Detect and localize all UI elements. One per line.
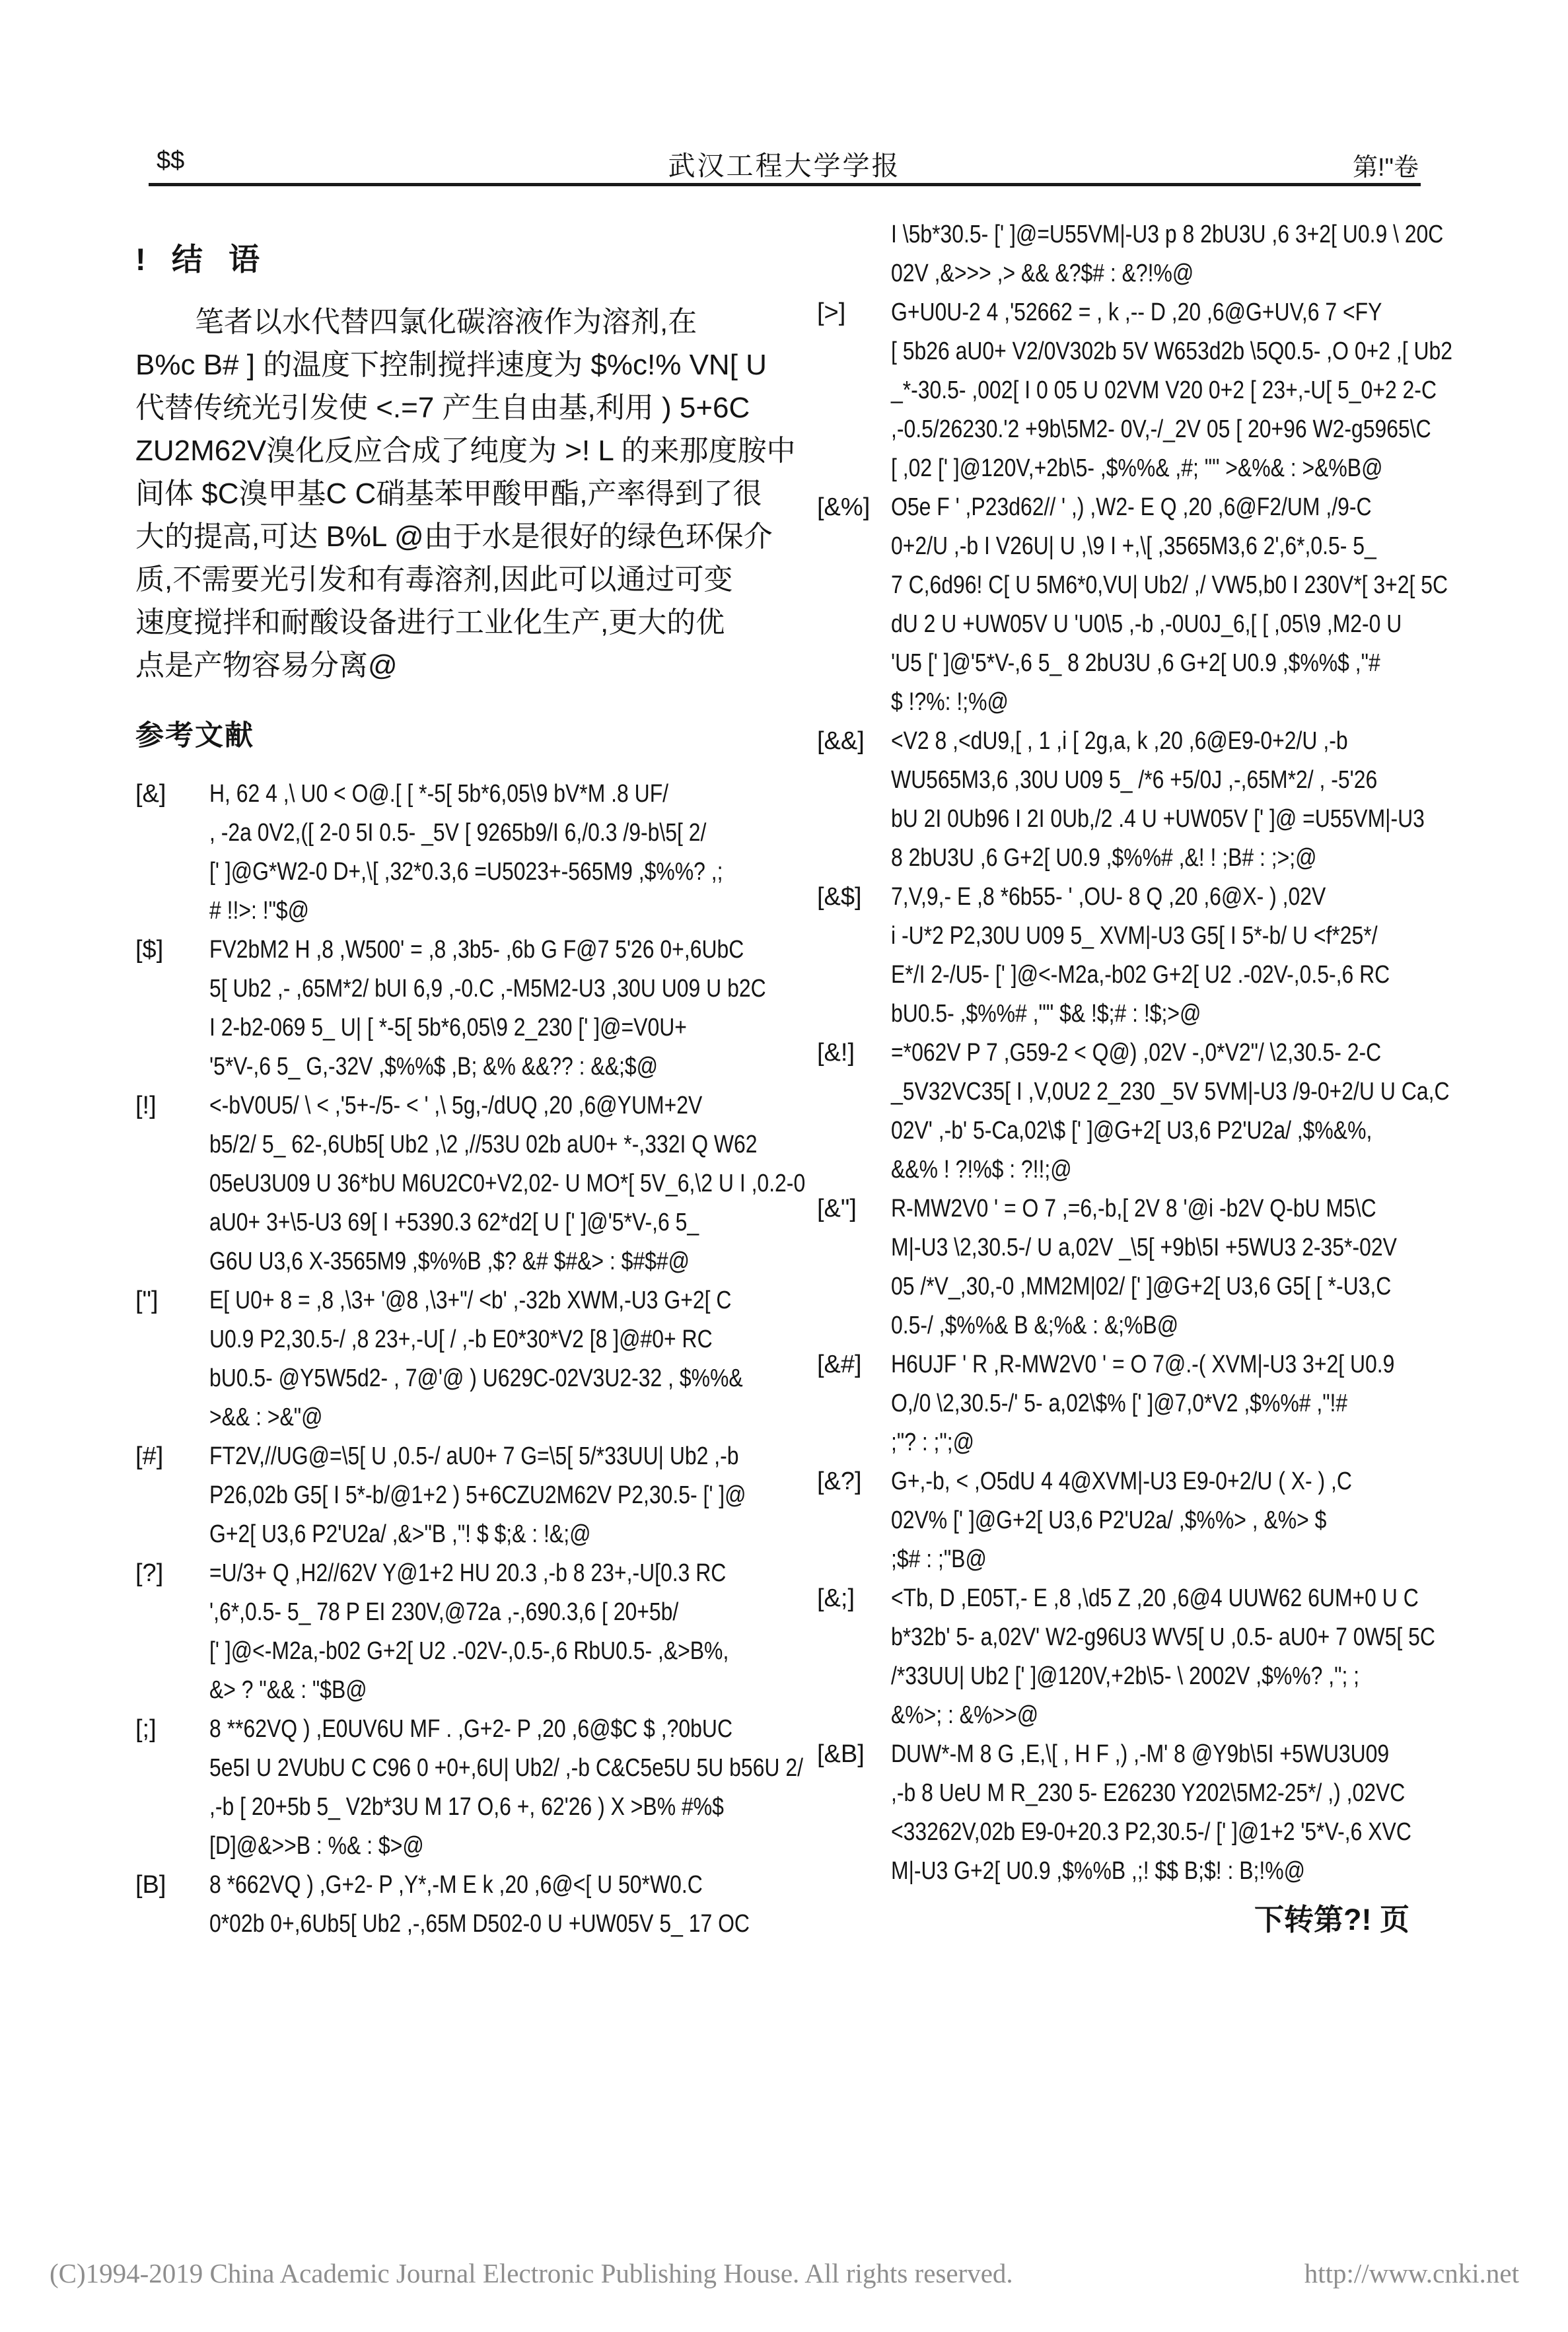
reference-line: 8 2bU3U ,6 G+2[ U0.9 ,$%%# ,&! ! ;B# : ;>;@ [891,844,1317,872]
reference-label: [&$] [817,883,862,911]
reference-label: [&B] [817,1740,865,1768]
conclusion-line: 笔者以水代替四氯化碳溶液作为溶剂,在 [195,306,697,338]
reference-line: WU565M3,6 ,30U U09 5_ /*6 +5/0J ,-,65M*2/ , -5'26 [891,766,1378,794]
references-heading: 参考文献 [135,720,254,752]
reference-label: [&"] [817,1195,857,1222]
reference-line: 7 C,6d96! C[ U 5M6*0,VU| Ub2/ ,/ VW5,b0 I 230V*[ 3+2[ 5C [891,571,1448,599]
reference-line: ,-0.5/26230.'2 +9b\5M2- 0V,-/_2V 05 [ 20+96 W2-g5965\C [891,415,1431,443]
reference-line: <V2 8 ,<dU9,[ , 1 ,i [ 2g,a, k ,20 ,6@E9-0+2/U ,-b [891,727,1348,755]
reference-item [135,1710,803,1866]
reference-line: <33262V,02b E9-0+20.3 P2,30.5-/ [' ]@1+2 '5*V-,6 XVC [891,1818,1411,1846]
reference-line: aU0+ 3+\5-U3 69[ I +5390.3 62*d2[ U [' ]@'5*V-,6 5_ [209,1209,699,1236]
reference-item [817,488,1448,722]
reference-line: '5*V-,6 5_ G,-32V ,$%%$ ,B; &% &&?? : &&;$@ [209,1053,659,1080]
page-number: $$ [157,147,185,174]
reference-line: P26,02b G5[ I 5*-b/@1+2 ) 5+6CZU2M62V P2,30.5- [' ]@ [209,1481,746,1509]
reference-label: [&&] [817,727,865,755]
references-list-right [817,215,1453,1891]
page-header [149,140,1420,181]
reference-line: FV2bM2 H ,8 ,W500' = ,8 ,3b5- ,6b G F@7 5'26 0+,6UbC [209,936,744,964]
reference-item [135,931,766,1086]
reference-line: # !!>: !"$@ [209,897,310,925]
conclusion-line: 质,不需要光引发和有毒溶剂,因此可以通过可变 [135,563,733,596]
reference-line: H, 62 4 ,\ U0 < O@.[ [ *-5[ 5b*6,05\9 bV*M .8 UF/ [209,780,669,808]
reference-line: &%>; : &%>>@ [891,1701,1039,1729]
reference-item [817,1735,1444,1891]
reference-label: [;] [135,1715,157,1743]
conclusion-line: 速度搅拌和耐酸设备进行工业化生产,更大的优 [135,606,725,639]
reference-line: ;$# : ;"B@ [891,1545,987,1573]
reference-line: 'U5 [' ]@'5*V-,6 5_ 8 2bU3U ,6 G+2[ U0.9 ,$%%$ ,"# [891,649,1380,677]
reference-item [817,878,1444,1034]
reference-line: [ 5b26 aU0+ V2/0V302b 5V W653d2b \5Q0.5- ,O 0+2 ,[ Ub2 [891,337,1453,365]
reference-label: [&%] [817,493,871,521]
reference-line: ;"? : ;";@ [891,1429,975,1456]
reference-item [135,1281,763,1437]
reference-line: 8 **62VQ ) ,E0UV6U MF . ,G+2- P ,20 ,6@$C $ ,?0bUC [209,1715,733,1743]
reference-line: <-bV0U5/ \ < ,'5+-/5- < ' ,\ 5g,-/dUQ ,20 ,6@YUM+2V [209,1092,703,1119]
conclusion-line: 间体 $C溴甲基C C硝基苯甲酸甲酯,产率得到了很 [135,477,762,510]
reference-line: i -U*2 P2,30U U09 5_ XVM|-U3 G5[ I 5*-b/ U <f*25*/ [891,922,1378,950]
reference-line: [D]@&>>B : %& : $>@ [209,1832,424,1860]
reference-line: FT2V,//UG@=\5[ U ,0.5-/ aU0+ 7 G=\5[ 5/*33UU| Ub2 ,-b [209,1442,739,1470]
journal-title: 武汉工程大学学报 [668,151,901,181]
reference-line: bU0.5- ,$%%# ,"" $& !$;# : !$;>@ [891,1000,1201,1028]
reference-item [817,215,1444,293]
reference-line: =*062V P 7 ,G59-2 < Q@) ,02V -,0*V2"/ \2,30.5- 2-C [891,1039,1382,1067]
conclusion-heading: ! 结 语 [135,242,260,277]
reference-label: [$] [135,936,164,964]
continued-note: 下转第?! 页 [1254,1903,1409,1936]
reference-label: [>] [817,299,846,326]
reference-line: $ !?%: !;%@ [891,688,1009,716]
page-footer [50,2257,1519,2289]
reference-line: ',6*,0.5- 5_ 78 P EI 230V,@72a ,-,690.3,6 [ 20+5b/ [209,1598,679,1626]
reference-line: 5e5I U 2VUbU C C96 0 +0+,6U| Ub2/ ,-b C&C5e5U 5U b56U 2/ [209,1754,803,1782]
conclusion-line: 点是产物容易分离@ [135,649,398,682]
reference-label: [&?] [817,1467,862,1495]
reference-item [817,722,1444,878]
reference-line: 0.5-/ ,$%%& B &;%& : &;%B@ [891,1312,1179,1339]
reference-line: E*/I 2-/U5- [' ]@<-M2a,-b02 G+2[ U2 .-02V-,0.5-,6 RC [891,961,1390,989]
reference-line: bU0.5- @Y5W5d2- , 7@'@ ) U629C-02V3U2-32 , $%%& [209,1364,743,1392]
reference-label: [B] [135,1871,166,1899]
reference-line: I \5b*30.5- [' ]@=U55VM|-U3 p 8 2bU3U ,6 3+2[ U0.9 \ 20C [891,221,1444,248]
reference-label: [!] [135,1092,157,1119]
conclusion-line: ZU2M62V溴化反应合成了纯度为 >! L 的来那度胺中 [135,435,796,467]
reference-label: ["] [135,1287,159,1314]
footer-url: http://www.cnki.net [1304,2258,1519,2288]
reference-line: b5/2/ 5_ 62-,6Ub5[ Ub2 ,\2 ,//53U 02b aU0+ *-,332I Q W62 [209,1131,758,1158]
reference-line: 0*02b 0+,6Ub5[ Ub2 ,-,65M D502-0 U +UW05V 5_ 17 OC [209,1910,750,1938]
reference-line: /*33UU| Ub2 [' ]@120V,+2b\5- \ 2002V ,$%%? ,"; ; [891,1662,1360,1690]
reference-line: G+,-b, < ,O5dU 4 4@XVM|-U3 E9-0+2/U ( X- ) ,C [891,1467,1352,1495]
reference-line: 02V ,&>>> ,> && &?$# : &?!%@ [891,260,1194,287]
reference-line: dU 2 U +UW05V U 'U0\5 ,-b ,-0U0J_6,[ [ ,05\9 ,M2-0 U [891,610,1402,638]
reference-line: M|-U3 \2,30.5-/ U a,02V _\5[ +9b\5I +5WU3 2-35*-02V [891,1234,1397,1261]
reference-line: G+2[ U3,6 P2'U2a/ ,&>"B ,"! $ $;& : !&;@ [209,1520,591,1548]
reference-label: [?] [135,1559,164,1587]
reference-line: 8 *662VQ ) ,G+2- P ,Y*,-M E k ,20 ,6@<[ U 50*W0.C [209,1871,703,1899]
copyright-text: (C)1994-2019 China Academic Journal Electronic Publishing House. All rights reserved. [50,2258,1013,2288]
reference-line: 02V' ,-b' 5-Ca,02\$ [' ]@G+2[ U3,6 P2'U2a/ ,$%&%, [891,1117,1372,1145]
reference-line: ,-b 8 UeU M R_230 5- E26230 Y202\5M2-25*/ ,) ,02VC [891,1779,1406,1807]
reference-label: [&!] [817,1039,855,1067]
reference-line: O,/0 \2,30.5-/' 5- a,02\$% [' ]@7,0*V2 ,$%%# ,"!# [891,1390,1348,1417]
reference-line: U0.9 P2,30.5-/ ,8 23+,-U[ / ,-b E0*30*V2 [8 ]@#0+ RC [209,1325,713,1353]
reference-line: ,-b [ 20+5b 5_ V2b*3U M 17 O,6 +, 62'26 ) X >B% #%$ [209,1793,724,1821]
reference-line: DUW*-M 8 G ,E,\[ , H F ,) ,-M' 8 @Y9b\5I +5WU3U09 [891,1740,1390,1768]
reference-line: [ ,02 [' ]@120V,+2b\5- ,$%%& ,#; "" >&%& : >&%B@ [891,454,1383,482]
reference-item [817,1034,1450,1189]
reference-line: [' ]@<-M2a,-b02 G+2[ U2 .-02V-,0.5-,6 RbU0.5- ,&>B%, [209,1637,729,1665]
reference-item [817,1579,1444,1735]
reference-line: E[ U0+ 8 = ,8 ,\3+ '@8 ,\3+"/ <b' ,-32b XWM,-U3 G+2[ C [209,1287,732,1314]
reference-label: [&] [135,780,166,808]
reference-line: >&& : >&"@ [209,1403,323,1431]
header-rule [149,183,1421,186]
reference-line: _*-30.5- ,002[ I 0 05 U 02VM V20 0+2 [ 23+,-U[ 5_0+2 2-C [891,376,1437,404]
reference-line: H6UJF ' R ,R-MW2V0 ' = O 7@.-( XVM|-U3 3+2[ U0.9 [891,1351,1395,1378]
reference-line: 05 /*V_,30,-0 ,MM2M|02/ [' ]@G+2[ U3,6 G5[ [ *-U3,C [891,1273,1392,1300]
conclusion-line: B%c B# ] 的温度下控制搅拌速度为 $%c!% VN[ U [135,349,767,381]
conclusion-line: 大的提高,可达 B%L @由于水是很好的绿色环保介 [135,520,773,553]
reference-line: [' ]@G*W2-0 D+,\[ ,32*0.3,6 =U5023+-565M9 ,$%%? ,; [209,858,723,886]
reference-item [817,1189,1444,1345]
reference-item [817,1345,1444,1462]
reference-line: G6U U3,6 X-3565M9 ,$%%B ,$? &# $#&> : $#$#@ [209,1248,690,1275]
reference-line: <Tb, D ,E05T,- E ,8 ,\d5 Z ,20 ,6@4 UUW62 6UM+0 U C [891,1584,1419,1612]
reference-line: =U/3+ Q ,H2//62V Y@1+2 HU 20.3 ,-b 8 23+,-U[0.3 RC [209,1559,727,1587]
reference-line: 0+2/U ,-b I V26U| U ,\9 I +,\[ ,3565M3,6 2',6*,0.5- 5_ [891,532,1376,560]
reference-item [135,1866,763,1944]
reference-item [135,1086,806,1281]
reference-label: [&#] [817,1351,862,1378]
reference-line: b*32b' 5- a,02V' W2-g96U3 WV5[ U ,0.5- aU0+ 7 0W5[ 5C [891,1623,1435,1651]
reference-item [135,775,763,931]
conclusion-paragraph [135,300,796,687]
reference-label: [#] [135,1442,164,1470]
reference-item [817,1462,1444,1579]
reference-line: , -2a 0V2,([ 2-0 5I 0.5- _5V [ 9265b9/I 6,/0.3 /9-b\5[ 2/ [209,819,707,847]
reference-line: 5[ Ub2 ,- ,65M*2/ bUI 6,9 ,-0.C ,-M5M2-U3 ,30U U09 U b2C [209,975,766,1003]
reference-item [135,1437,763,1554]
reference-line: 05eU3U09 U 36*bU M6U2C0+V2,02- U MO*[ 5V_6,\2 U I ,0.2-0 [209,1170,806,1197]
references-list-left [135,775,806,1944]
conclusion-line: 代替传统光引发使 <.=7 产生自由基,利用 ) 5+6C [135,392,750,424]
reference-line: O5e F ' ,P23d62// ' ,) ,W2- E Q ,20 ,6@F2/UM ,/9-C [891,493,1372,521]
reference-line: M|-U3 G+2[ U0.9 ,$%%B ,;! $$ B;$! : B;!%@ [891,1857,1306,1885]
reference-line: &> ? "&& : "$B@ [209,1676,367,1704]
reference-line: 02V% [' ]@G+2[ U3,6 P2'U2a/ ,$%%> , &%> $ [891,1506,1327,1534]
volume-label: 第!"卷 [1352,154,1419,182]
reference-line: bU 2I 0Ub96 I 2I 0Ub,/2 .4 U +UW05V [' ]@ =U55VM|-U3 [891,805,1425,833]
reference-line: I 2-b2-069 5_ U| [ *-5[ 5b*6,05\9 2_230 [' ]@=V0U+ [209,1014,687,1042]
reference-line: &&% ! ?!%$ : ?!!;@ [891,1156,1072,1184]
reference-line: G+U0U-2 4 ,'52662 = , k ,-- D ,20 ,6@G+UV,6 7 <FY [891,299,1382,326]
reference-line: R-MW2V0 ' = O 7 ,=6,-b,[ 2V 8 '@i -b2V Q-bU M5\C [891,1195,1376,1222]
reference-line: 7,V,9,- E ,8 *6b55- ' ,OU- 8 Q ,20 ,6@X- ) ,02V [891,883,1326,911]
reference-item [817,293,1453,488]
reference-line: _5V32VC35[ I ,V,0U2 2_230 _5V 5VM|-U3 /9-0+2/U U Ca,C [891,1078,1450,1106]
reference-label: [&;] [817,1584,855,1612]
reference-item [135,1554,763,1710]
